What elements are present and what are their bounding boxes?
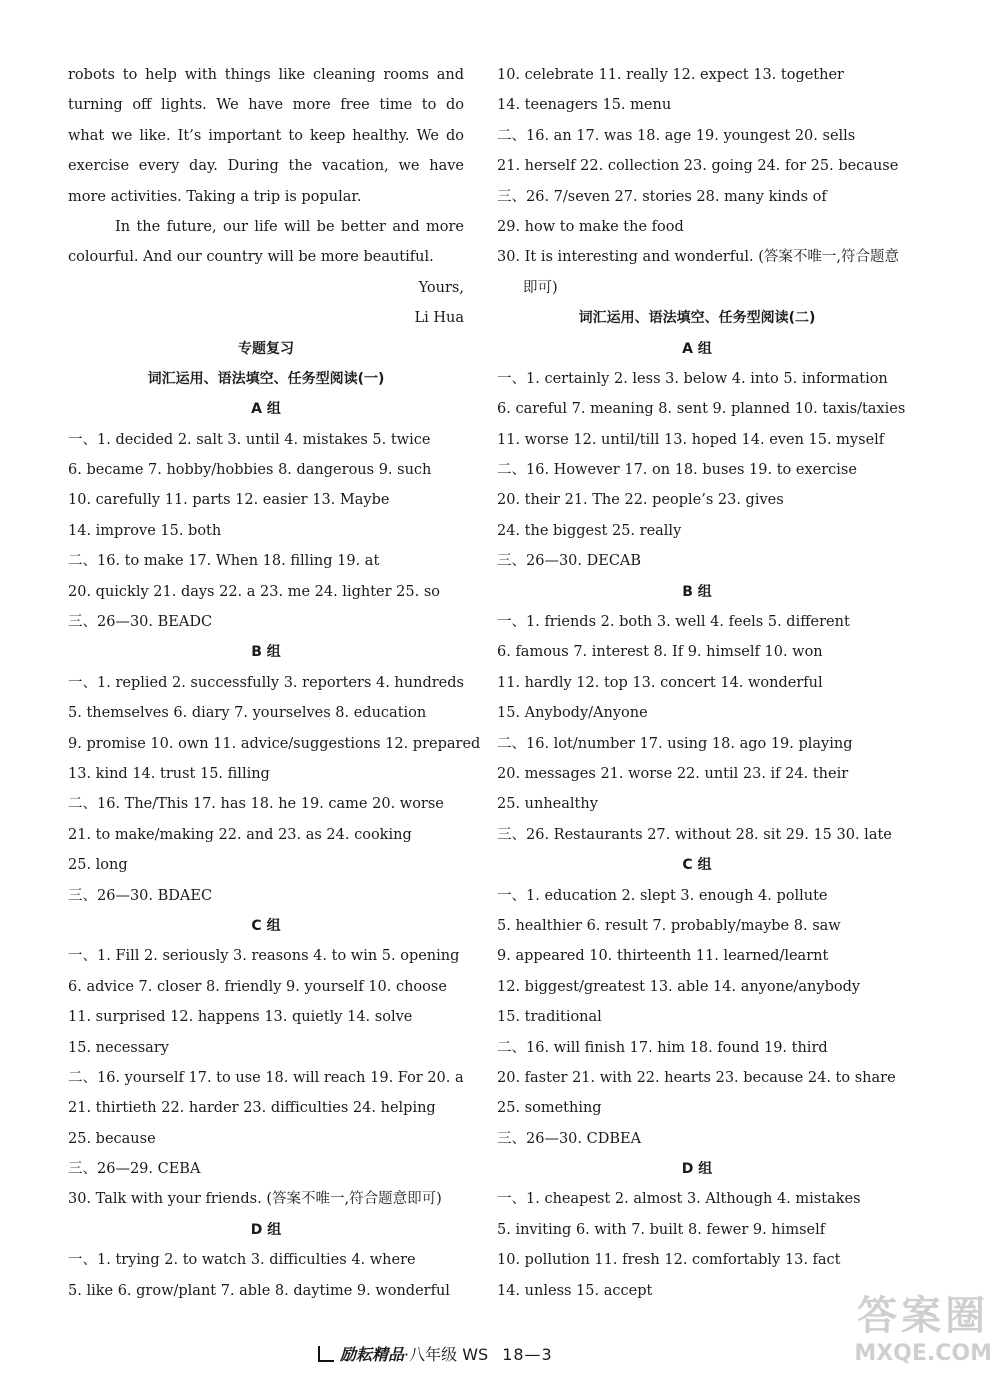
letter-line: colourful. And our country will be more beautiful. bbox=[68, 249, 434, 266]
group-label: A 组 bbox=[251, 401, 281, 418]
letter-paragraph-2 bbox=[68, 212, 464, 273]
page-number: 18—3 bbox=[502, 1345, 553, 1364]
answer-line: 14. unless 15. accept bbox=[497, 1282, 653, 1299]
group-label: A 组 bbox=[682, 340, 712, 357]
answer-line: 三、26. Restaurants 27. without 28. sit 29. 15 30. late bbox=[497, 826, 892, 843]
group-label: B 组 bbox=[251, 644, 281, 661]
answer-line: 14. improve 15. both bbox=[68, 522, 222, 539]
group-label: D 组 bbox=[250, 1221, 282, 1238]
answer-line: 6. advice 7. closer 8. friendly 9. yourself 10. choose bbox=[68, 978, 447, 995]
answer-line: 15. traditional bbox=[497, 1009, 602, 1026]
answer-line: 三、26—30. BDAEC bbox=[68, 887, 213, 904]
answer-line: 5. healthier 6. result 7. probably/maybe 8. saw bbox=[497, 917, 841, 934]
watermark-logo: 答案圈 bbox=[857, 1293, 990, 1339]
letter-signature: Li Hua bbox=[414, 310, 464, 327]
answer-line: 10. carefully 11. parts 12. easier 13. Maybe bbox=[68, 492, 390, 509]
brand-logo-icon bbox=[318, 1346, 334, 1362]
answer-line: 11. surprised 12. happens 13. quietly 14. solve bbox=[68, 1009, 413, 1026]
page-footer bbox=[318, 1342, 553, 1368]
letter-line: what we like. It’s important to keep healthy. We do bbox=[68, 127, 464, 144]
answer-line: 10. celebrate 11. really 12. expect 13. together bbox=[497, 67, 844, 83]
answer-line: 二、16. an 17. was 18. age 19. youngest 20. sells bbox=[497, 127, 856, 144]
answer-line: 29. how to make the food bbox=[497, 218, 684, 235]
footer-grade: 八年级 WS bbox=[409, 1345, 489, 1364]
answer-line: 三、26—29. CEBA bbox=[68, 1161, 201, 1178]
answer-line: 5. like 6. grow/plant 7. able 8. daytime 9. wonderful bbox=[68, 1282, 450, 1299]
group-label: C 组 bbox=[682, 857, 712, 874]
answer-line: 一、1. decided 2. salt 3. until 4. mistakes 5. twice bbox=[68, 431, 431, 448]
part-title: 词汇运用、语法填空、任务型阅读(二) bbox=[578, 310, 816, 327]
answer-line: 6. famous 7. interest 8. If 9. himself 10. won bbox=[497, 644, 823, 661]
answer-line: 15. Anybody/Anyone bbox=[497, 705, 648, 722]
answer-line: 9. appeared 10. thirteenth 11. learned/learnt bbox=[497, 948, 829, 965]
answer-line: 21. herself 22. collection 23. going 24. for 25. because bbox=[497, 158, 899, 175]
watermark-url: MXQE.COM bbox=[854, 1341, 992, 1366]
answer-line: 二、16. However 17. on 18. buses 19. to exercise bbox=[497, 462, 857, 479]
letter-paragraph-1 bbox=[68, 60, 464, 212]
answer-line: 二、16. lot/number 17. using 18. ago 19. playing bbox=[497, 735, 853, 752]
answer-groups bbox=[497, 334, 906, 1307]
answer-line: 一、1. trying 2. to watch 3. difficulties 4. where bbox=[68, 1252, 416, 1269]
answer-line: 20. quickly 21. days 22. a 23. me 24. lighter 25. so bbox=[68, 583, 440, 600]
letter-line: robots to help with things like cleaning rooms and bbox=[68, 67, 464, 83]
letter-line: In the future, our life will be better and more bbox=[115, 218, 464, 235]
answer-line: 21. thirtieth 22. harder 23. difficulties 24. helping bbox=[68, 1100, 436, 1117]
answer-line: 20. their 21. The 22. people’s 23. gives bbox=[497, 492, 784, 509]
answer-line: 13. kind 14. trust 15. filling bbox=[68, 765, 270, 782]
letter-closing: Yours, bbox=[418, 279, 464, 296]
answer-line: 一、1. education 2. slept 3. enough 4. pollute bbox=[497, 887, 828, 904]
answer-line: 三、26—30. CDBEA bbox=[497, 1130, 642, 1147]
answer-line: 三、26—30. DECAB bbox=[497, 553, 642, 570]
answer-line: 25. because bbox=[68, 1130, 156, 1147]
group-label: C 组 bbox=[251, 917, 281, 934]
answer-line: 一、1. cheapest 2. almost 3. Although 4. mistakes bbox=[497, 1191, 861, 1208]
answer-line: 15. necessary bbox=[68, 1039, 169, 1056]
answer-line: 9. promise 10. own 11. advice/suggestions 12. prepared bbox=[68, 735, 481, 752]
answer-line: 一、1. certainly 2. less 3. below 4. into 5. information bbox=[497, 370, 888, 387]
answer-line: 一、1. Fill 2. seriously 3. reasons 4. to win 5. opening bbox=[68, 948, 460, 965]
footer-brand: 励耘精品 bbox=[340, 1345, 405, 1364]
left-column bbox=[68, 60, 481, 1306]
answer-line: 二、16. will finish 17. him 18. found 19. third bbox=[497, 1039, 828, 1056]
answer-line: 24. the biggest 25. really bbox=[497, 522, 682, 539]
answer-line: 21. to make/making 22. and 23. as 24. cooking bbox=[68, 826, 412, 843]
answer-line: 20. faster 21. with 22. hearts 23. because 24. to share bbox=[497, 1069, 896, 1086]
footer-dot: · bbox=[404, 1345, 410, 1364]
answer-line: 一、1. replied 2. successfully 3. reporters 4. hundreds bbox=[68, 674, 464, 691]
answer-line: 14. teenagers 15. menu bbox=[497, 97, 672, 114]
group-label: B 组 bbox=[682, 583, 712, 600]
watermark bbox=[854, 1284, 992, 1366]
answer-line: 25. something bbox=[497, 1100, 602, 1117]
answer-line: 11. hardly 12. top 13. concert 14. wonderful bbox=[497, 674, 823, 691]
answer-line: 20. messages 21. worse 22. until 23. if 24. their bbox=[497, 765, 849, 782]
answer-line: 5. inviting 6. with 7. built 8. fewer 9. himself bbox=[497, 1221, 826, 1238]
answer-line: 二、16. to make 17. When 18. filling 19. at bbox=[68, 553, 380, 570]
answer-line: 三、26—30. BEADC bbox=[68, 614, 213, 631]
part-title: 词汇运用、语法填空、任务型阅读(一) bbox=[147, 370, 385, 387]
section-title: 专题复习 bbox=[238, 340, 294, 357]
continued-answers bbox=[497, 60, 897, 242]
answer-line: 6. became 7. hobby/hobbies 8. dangerous 9. such bbox=[68, 462, 432, 479]
answer-line: 25. long bbox=[68, 857, 128, 874]
answer-groups bbox=[68, 394, 481, 1306]
letter-line: turning off lights. We have more free time to do bbox=[68, 97, 464, 114]
answer-line: 10. pollution 11. fresh 12. comfortably 13. fact bbox=[497, 1252, 841, 1269]
answer-line: 即可) bbox=[523, 279, 558, 296]
answer-line: 二、16. The/This 17. has 18. he 19. came 20. worse bbox=[68, 796, 444, 813]
answer-line: 二、16. yourself 17. to use 18. will reach 19. For 20. a bbox=[68, 1069, 464, 1086]
answer-line: 30. It is interesting and wonderful. (答案不唯一,符合题意 bbox=[497, 249, 900, 266]
answer-line: 6. careful 7. meaning 8. sent 9. planned 10. taxis/taxies bbox=[497, 401, 906, 418]
letter-line: exercise every day. During the vacation, we have bbox=[68, 158, 464, 175]
answer-line: 11. worse 12. until/till 13. hoped 14. even 15. myself bbox=[497, 431, 885, 448]
answer-line: 30. Talk with your friends. (答案不唯一,符合题意即可) bbox=[68, 1191, 442, 1208]
answer-line: 5. themselves 6. diary 7. yourselves 8. education bbox=[68, 705, 427, 722]
right-column bbox=[497, 60, 906, 1306]
answer-line: 三、26. 7/seven 27. stories 28. many kinds of bbox=[497, 188, 827, 205]
answer-line: 12. biggest/greatest 13. able 14. anyone/anybody bbox=[497, 978, 861, 995]
letter-line: more activities. Taking a trip is popular. bbox=[68, 188, 362, 205]
answer-line: 25. unhealthy bbox=[497, 796, 598, 813]
answer-line: 一、1. friends 2. both 3. well 4. feels 5. different bbox=[497, 614, 850, 631]
group-label: D 组 bbox=[681, 1161, 713, 1178]
